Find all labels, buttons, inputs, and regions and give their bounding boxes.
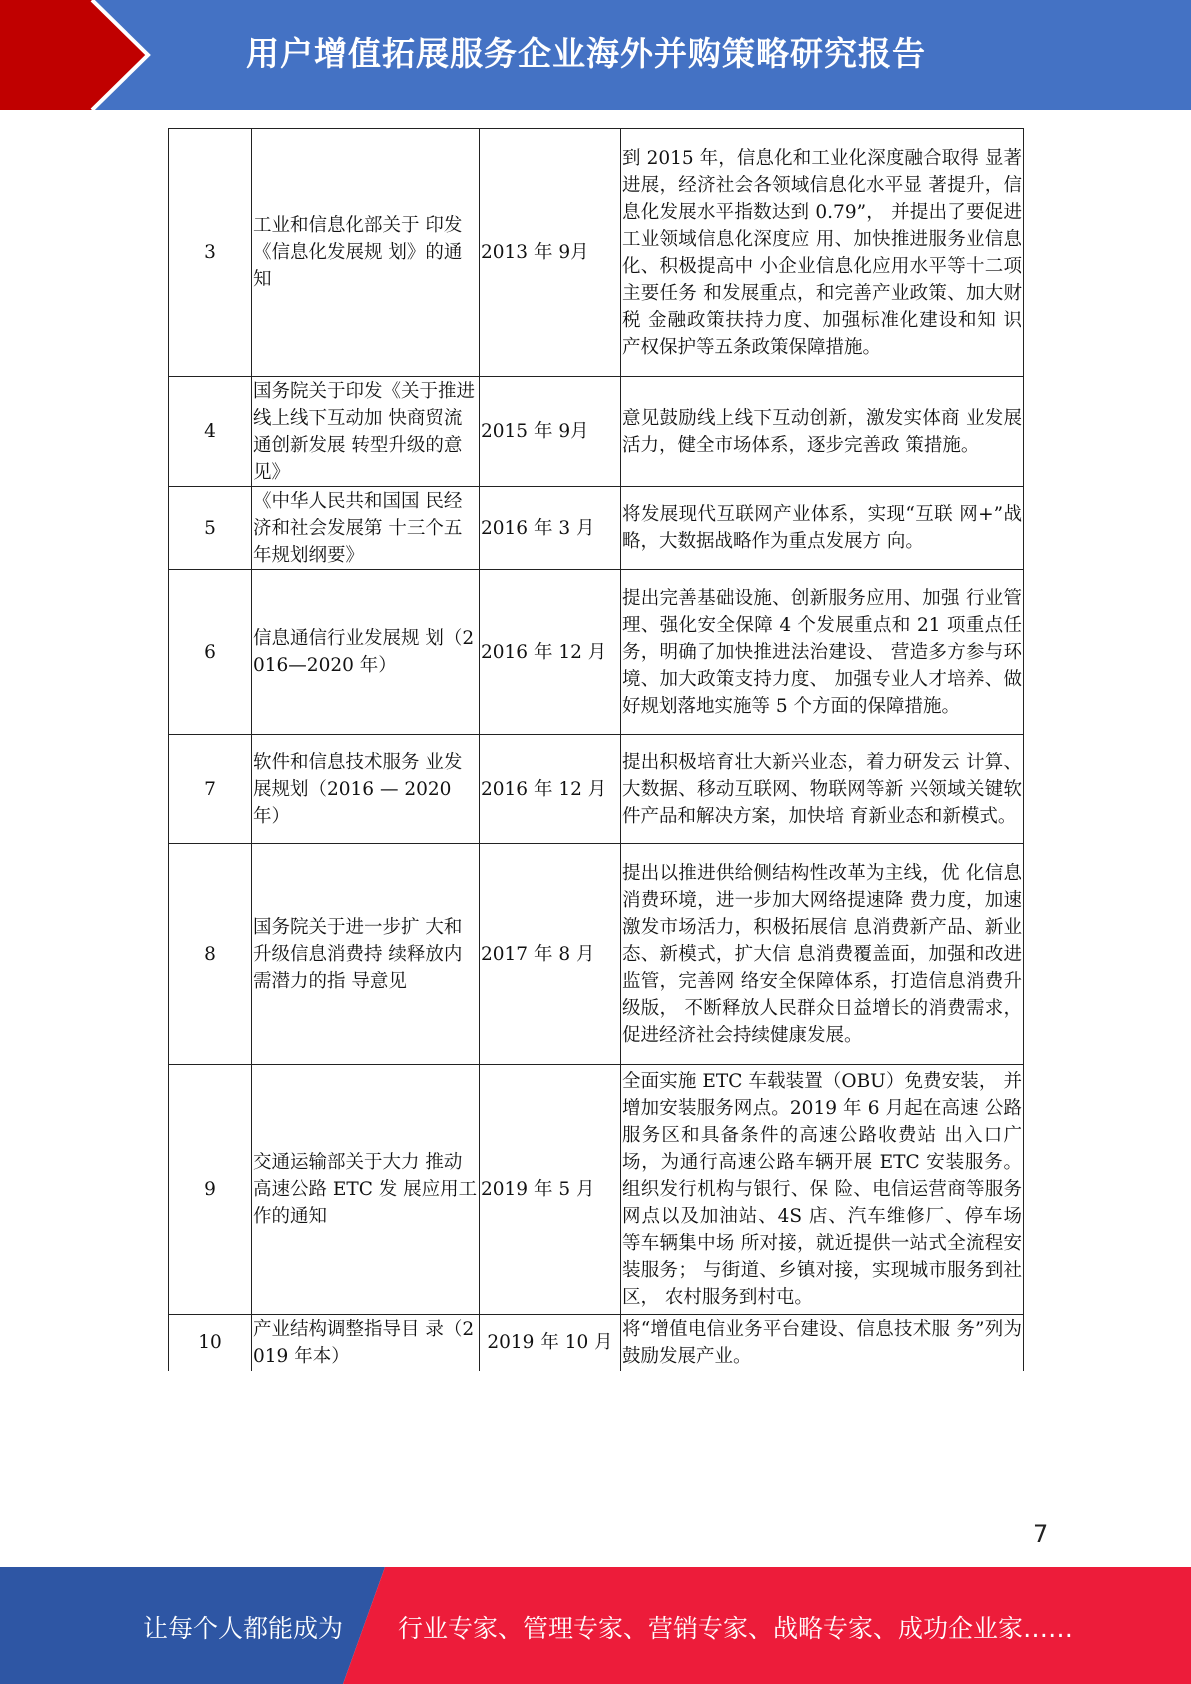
policy-content: 将“增值电信业务平台建设、信息技术服 务”列为鼓励发展产业。 — [621, 1315, 1024, 1371]
row-number: 4 — [169, 377, 252, 487]
policy-content: 将发展现代互联网产业体系，实现“互联 网+”战略，大数据战略作为重点发展方 向。 — [621, 487, 1024, 570]
row-number: 8 — [169, 844, 252, 1065]
policy-date: 2017 年 8 月 — [480, 844, 621, 1065]
policy-name: 《中华人民共和国国 民经济和社会发展第 十三个五年规划纲要》 — [252, 487, 480, 570]
policy-name: 国务院关于印发《关于推进线上线下互动加 快商贸流通创新发展 转型升级的意见》 — [252, 377, 480, 487]
policy-date: 2016 年 12 月 — [480, 570, 621, 735]
footer-slogan-right: 行业专家、管理专家、营销专家、战略专家、成功企业家…… — [398, 1614, 1074, 1643]
policy-content: 提出积极培育壮大新兴业态，着力研发云 计算、大数据、移动互联网、物联网等新 兴领域关键软件产品和解决方案，加快培 育新业态和新模式。 — [621, 735, 1024, 844]
table-row — [169, 129, 1024, 377]
page-footer — [0, 1567, 1191, 1684]
row-number: 9 — [169, 1065, 252, 1315]
page-number: 7 — [1033, 1520, 1049, 1548]
page-header — [0, 0, 1191, 110]
policy-content: 意见鼓励线上线下互动创新，激发实体商 业发展活力，健全市场体系，逐步完善政 策措施。 — [621, 377, 1024, 487]
policy-name: 信息通信行业发展规 划（2016—2020 年） — [252, 570, 480, 735]
policy-name: 软件和信息技术服务 业发展规划（2016 — 2020 年） — [252, 735, 480, 844]
policy-date: 2016 年 3 月 — [480, 487, 621, 570]
table-row — [169, 1315, 1024, 1371]
table-row — [169, 570, 1024, 735]
table-row — [169, 735, 1024, 844]
policy-content: 全面实施 ETC 车载装置（OBU）免费安装， 并增加安装服务网点。2019 年 6 月起在高速 公路服务区和具备条件的高速公路收费站 出入口广场，为通行高速公路车辆开展 ETC 安装服务。组织发行机构与银行、保 险、电信运营商等服务网点以及加油站、4S 店、汽车维修厂、停车场等车辆集中场 所对接，就近提供一站式全流程安装服务； 与街道、乡镇对接，实现城市服务到社区， 农村服务到村屯。 — [621, 1065, 1024, 1315]
policy-name: 产业结构调整指导目 录（2019 年本） — [252, 1315, 480, 1371]
table-row — [169, 1065, 1024, 1315]
footer-slogan-left: 让每个人都能成为 — [143, 1614, 344, 1643]
table-row — [169, 377, 1024, 487]
policy-name: 交通运输部关于大力 推动高速公路 ETC 发 展应用工作的通知 — [252, 1065, 480, 1315]
table-row — [169, 844, 1024, 1065]
table-row — [169, 487, 1024, 570]
policy-content: 到 2015 年，信息化和工业化深度融合取得 显著进展，经济社会各领域信息化水平显 著提升，信息化发展水平指数达到 0.79”， 并提出了要促进工业领域信息化深度应 用、加快推进服务业信息化、积极提高中 小企业信息化应用水平等十二项主要任务 和发展重点，和完善产业政策、加大财税 金融政策扶持力度、加强标准化建设和知 识产权保护等五条政策保障措施。 — [621, 129, 1024, 377]
policy-name: 国务院关于进一步扩 大和升级信息消费持 续释放内需潜力的指 导意见 — [252, 844, 480, 1065]
row-number: 6 — [169, 570, 252, 735]
policy-date: 2013 年 9月 — [480, 129, 621, 377]
row-number: 3 — [169, 129, 252, 377]
policy-date: 2019 年 10 月 — [480, 1315, 621, 1371]
row-number: 7 — [169, 735, 252, 844]
policy-content: 提出完善基础设施、创新服务应用、加强 行业管理、强化安全保障 4 个发展重点和 21 项重点任务，明确了加快推进法治建设、 营造多方参与环境、加大政策支持力度、 加强专业人才培养、做好规划落地实施等 5 个方面的保障措施。 — [621, 570, 1024, 735]
policy-date: 2019 年 5 月 — [480, 1065, 621, 1315]
policy-table — [168, 128, 1024, 1371]
report-title: 用户增值拓展服务企业海外并购策略研究报告 — [246, 34, 926, 73]
row-number: 10 — [169, 1315, 252, 1371]
policy-date: 2015 年 9月 — [480, 377, 621, 487]
policy-name: 工业和信息化部关于 印发《信息化发展规 划》的通知 — [252, 129, 480, 377]
policy-date: 2016 年 12 月 — [480, 735, 621, 844]
row-number: 5 — [169, 487, 252, 570]
policy-content: 提出以推进供给侧结构性改革为主线，优 化信息消费环境，进一步加大网络提速降 费力度，加速激发市场活力，积极拓展信 息消费新产品、新业态、新模式，扩大信 息消费覆盖面，加强和改进监管，完善网 络安全保障体系，打造信息消费升级版， 不断释放人民群众日益增长的消费需求， 促进经济社会持续健康发展。 — [621, 844, 1024, 1065]
